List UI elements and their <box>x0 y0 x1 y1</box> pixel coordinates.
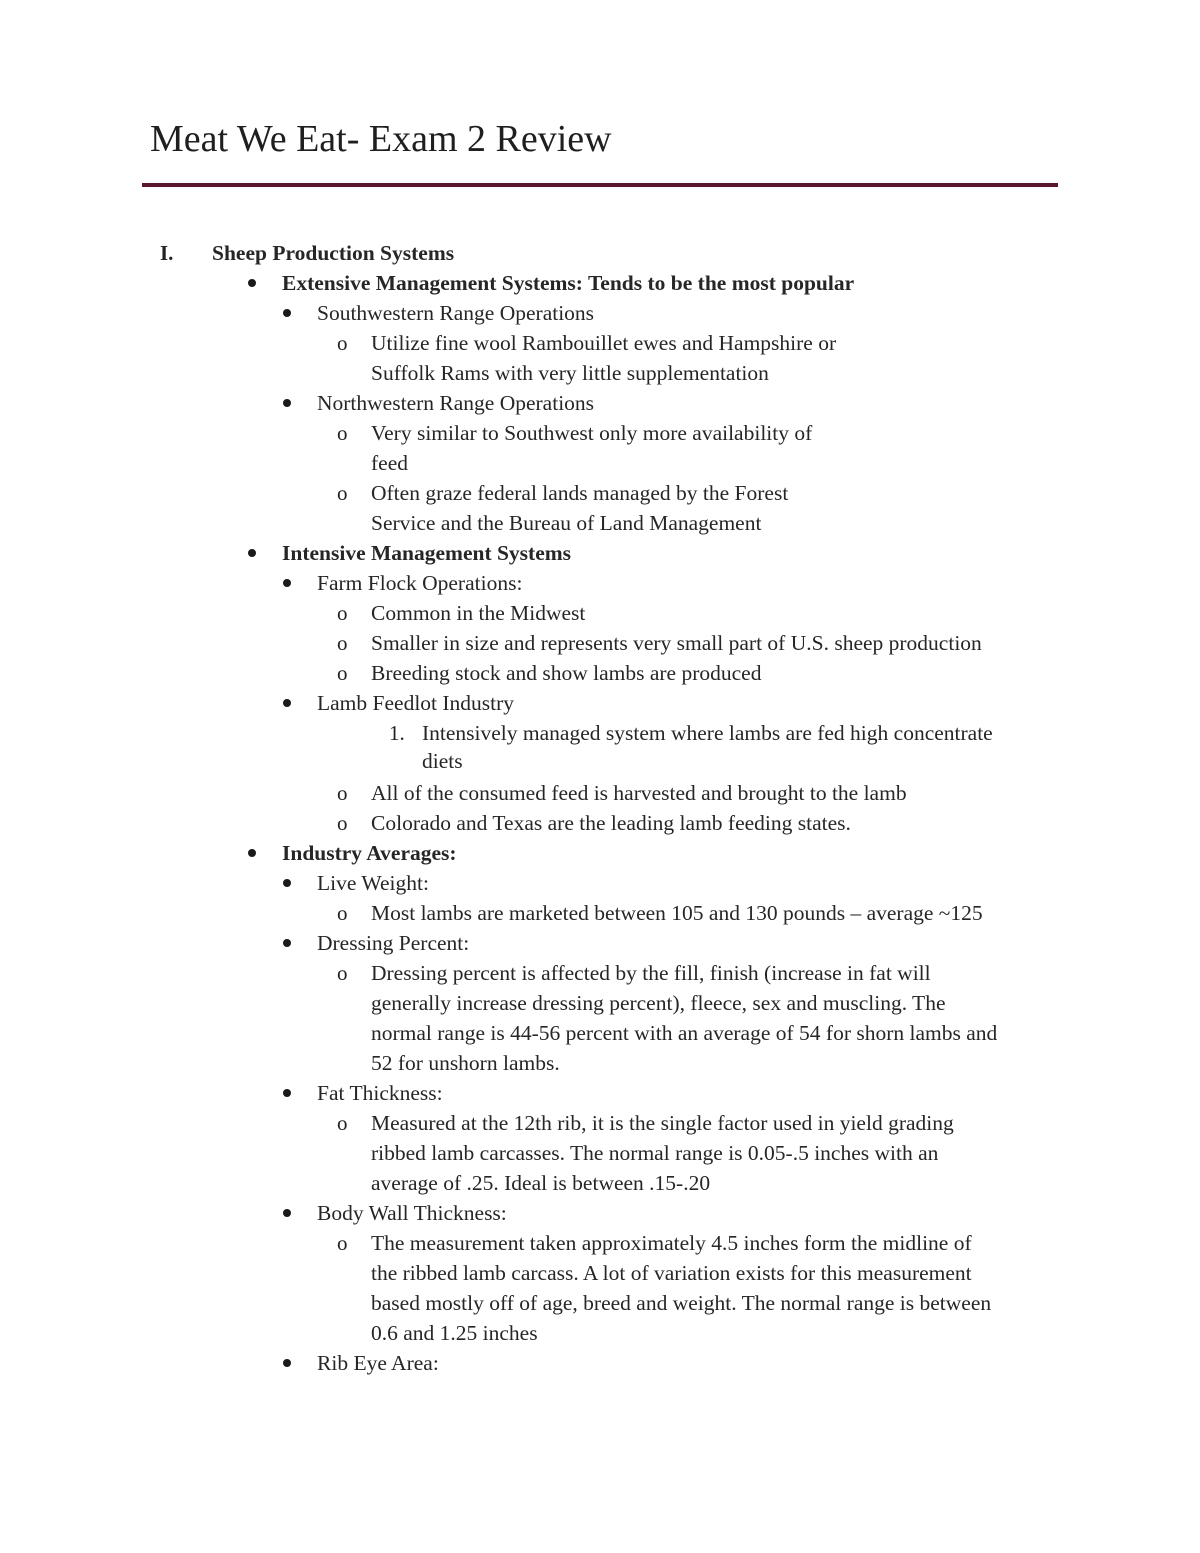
bullet-icon <box>283 699 291 707</box>
sub-point-text: Suffolk Rams with very little supplementation <box>371 361 769 385</box>
sub-point-text: Common in the Midwest <box>371 601 586 625</box>
sub-point-text: All of the consumed feed is harvested and brought to the lamb <box>371 781 907 805</box>
sub-point-text: 0.6 and 1.25 inches <box>371 1321 538 1345</box>
sub-point-text: normal range is 44-56 percent with an average of 54 for shorn lambs and <box>371 1021 998 1045</box>
list-item-label: Body Wall Thickness: <box>317 1201 507 1225</box>
bullet-icon <box>248 279 256 287</box>
sub-point-text: Colorado and Texas are the leading lamb feeding states. <box>371 811 851 835</box>
list-item-label: Live Weight: <box>317 871 429 895</box>
circle-bullet-icon: o <box>337 781 348 805</box>
sub-point-text: 52 for unshorn lambs. <box>371 1051 560 1075</box>
circle-bullet-icon: o <box>337 961 348 985</box>
sub-point-text: Dressing percent is affected by the fill, finish (increase in fat will <box>371 961 931 985</box>
numbered-marker: 1. <box>389 721 405 745</box>
sub-point-text: Breeding stock and show lambs are produced <box>371 661 762 685</box>
sub-point-text: Utilize fine wool Rambouillet ewes and Hampshire or <box>371 331 837 355</box>
circle-bullet-icon: o <box>337 661 348 685</box>
bullet-icon <box>283 1209 291 1217</box>
list-item-label: Northwestern Range Operations <box>317 391 595 415</box>
title-divider <box>142 183 1058 187</box>
sub-point-text: Smaller in size and represents very small part of U.S. sheep production <box>371 631 982 655</box>
circle-bullet-icon: o <box>337 1231 348 1255</box>
bullet-icon <box>283 879 291 887</box>
numbered-item-text: Intensively managed system where lambs are fed high concentrate <box>422 721 993 745</box>
sub-point-text: Often graze federal lands managed by the Forest <box>371 481 789 505</box>
bullet-icon <box>283 579 291 587</box>
sub-point-text: feed <box>371 451 408 475</box>
section-heading: Sheep Production Systems <box>212 241 455 265</box>
sub-point-text: the ribbed lamb carcass. A lot of variation exists for this measurement <box>371 1261 972 1285</box>
subsection-heading: Industry Averages: <box>282 841 457 865</box>
bullet-icon <box>283 309 291 317</box>
list-item-label: Fat Thickness: <box>317 1081 443 1105</box>
list-item-label: Dressing Percent: <box>317 931 470 955</box>
list-item-label: Rib Eye Area: <box>317 1351 439 1375</box>
list-item-label: Lamb Feedlot Industry <box>317 691 515 715</box>
sub-point-text: Service and the Bureau of Land Management <box>371 511 762 535</box>
sub-point-text: Measured at the 12th rib, it is the single factor used in yield grading <box>371 1111 954 1135</box>
bullet-icon <box>283 399 291 407</box>
sub-point-text: average of .25. Ideal is between .15-.20 <box>371 1171 711 1195</box>
sub-point-text: generally increase dressing percent), fleece, sex and muscling. The <box>371 991 946 1015</box>
document-title: Meat We Eat- Exam 2 Review <box>150 118 612 160</box>
circle-bullet-icon: o <box>337 811 348 835</box>
bullet-icon <box>283 1359 291 1367</box>
bullet-icon <box>248 549 256 557</box>
sub-point-text: Most lambs are marketed between 105 and 130 pounds – average ~125 <box>371 901 983 925</box>
sub-point-text: The measurement taken approximately 4.5 inches form the midline of <box>371 1231 972 1255</box>
bullet-icon <box>283 939 291 947</box>
section-numeral: I. <box>160 241 174 265</box>
bullet-icon <box>248 849 256 857</box>
list-item-label: Southwestern Range Operations <box>317 301 595 325</box>
list-item-label: Farm Flock Operations: <box>317 571 523 595</box>
bullet-icon <box>283 1089 291 1097</box>
subsection-heading: Extensive Management Systems: Tends to be the most popular <box>282 271 855 295</box>
numbered-item-text: diets <box>422 749 463 773</box>
circle-bullet-icon: o <box>337 631 348 655</box>
circle-bullet-icon: o <box>337 601 348 625</box>
sub-point-text: based mostly off of age, breed and weight. The normal range is between <box>371 1291 992 1315</box>
circle-bullet-icon: o <box>337 1111 348 1135</box>
circle-bullet-icon: o <box>337 481 348 505</box>
circle-bullet-icon: o <box>337 331 348 355</box>
sub-point-text: ribbed lamb carcasses. The normal range is 0.05-.5 inches with an <box>371 1141 939 1165</box>
circle-bullet-icon: o <box>337 421 348 445</box>
sub-point-text: Very similar to Southwest only more availability of <box>371 421 813 445</box>
subsection-heading: Intensive Management Systems <box>282 541 572 565</box>
circle-bullet-icon: o <box>337 901 348 925</box>
